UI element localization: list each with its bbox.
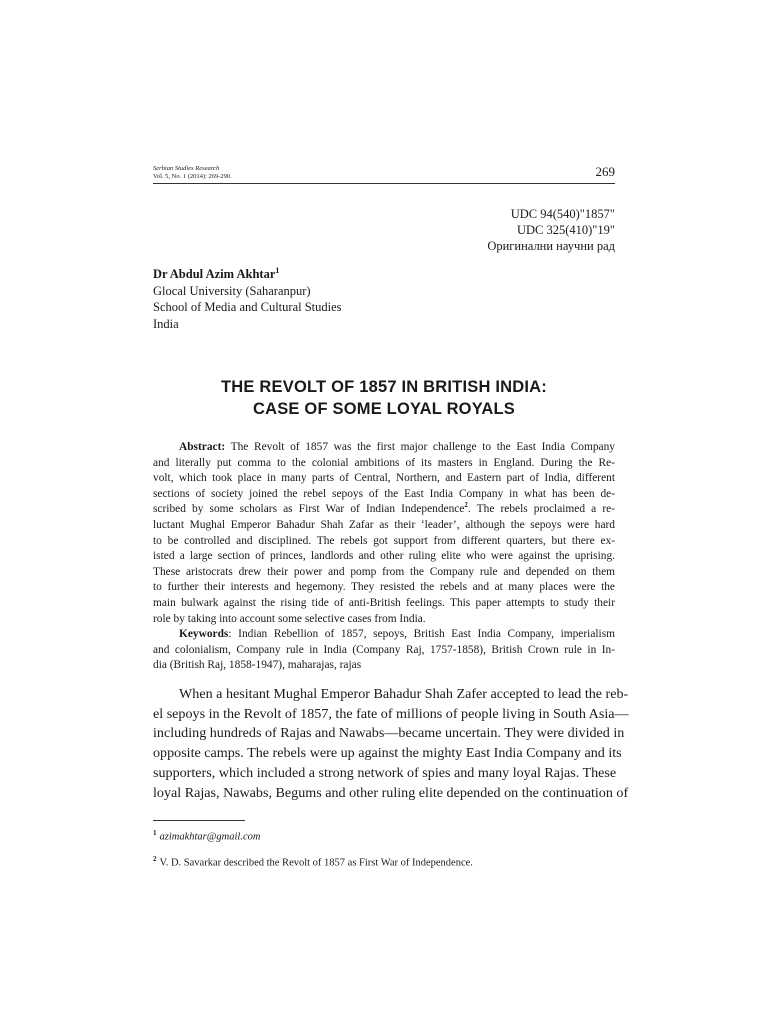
abstract-line: volt, which took place in many parts of Central, Northern, and Eastern part of India, different <box>153 472 615 485</box>
author-footnote-mark[interactable]: 1 <box>275 265 280 275</box>
abstract-line: and literally put comma to the colonial ambitions of its masters in England. During the Re- <box>153 456 615 469</box>
udc-line: UDC 94(540)"1857" <box>510 207 615 221</box>
article-type: Оригинални научни рад <box>487 239 615 253</box>
abstract-line: These aristocrats drew their power and pomp from the Company rule and depended on them <box>153 565 615 578</box>
journal-name: Serbian Studies Research <box>153 165 220 172</box>
footnote-item <box>153 826 615 845</box>
abstract <box>153 440 615 674</box>
udc-classification <box>487 206 615 254</box>
abstract-label: Abstract: <box>179 441 226 453</box>
abstract-line: isted a large section of princes, landlords and other ruling elite who were against the uprising. <box>153 550 615 563</box>
abstract-line: role by taking into account some selective cases from India. <box>153 612 426 625</box>
abstract-line: main bulwark against the rising tide of anti-British feelings. This paper attempts to study their <box>153 596 615 609</box>
body-line: including hundreds of Rajas and Nawabs—became uncertain. They were divided in <box>153 725 625 742</box>
footnotes <box>153 826 615 877</box>
author-affiliation: School of Media and Cultural Studies <box>153 300 342 314</box>
running-header <box>153 165 615 184</box>
abstract-line: to further their interests and hegemony. They resisted the rebels and at many places were the <box>153 581 615 594</box>
author-affiliation: Glocal University (Saharanpur) <box>153 283 311 298</box>
journal-volume: Vol. 5, No. 1 (2014): 269-290. <box>153 173 232 180</box>
footnote-item <box>153 852 615 871</box>
footnote-mark: 2 <box>153 854 157 863</box>
author-country: India <box>153 316 179 331</box>
title-line: CASE OF SOME LOYAL ROYALS <box>252 400 516 418</box>
body-line: loyal Rajas, Nawabs, Begums and other ruling elite depended on the continuation of <box>153 784 629 801</box>
udc-line: UDC 325(410)"19" <box>516 223 615 237</box>
keywords-line: and colonialism, Company rule in India (Company Raj, 1757-1858), British Crown rule in In- <box>153 643 615 656</box>
author-email-link[interactable]: azimakhtar@gmail.com <box>159 831 261 843</box>
footnote-text: V. D. Savarkar described the Revolt of 1857 as First War of Independence. <box>159 857 473 868</box>
abstract-line: luctant Mughal Emperor Bahadur Shah Zafar as their ‘leader’, although the sepoys were hard <box>153 518 615 531</box>
body-paragraph <box>153 685 629 803</box>
abstract-footnote-mark[interactable]: 2 <box>464 501 468 510</box>
abstract-line: sections of society joined the rebel sepoys of the East India Company in what has been de- <box>153 487 615 500</box>
body-line: opposite camps. The rebels were up against the mighty East India Company and its <box>153 745 622 762</box>
body-line: supporters, which included a strong network of spies and many loyal Rajas. These <box>153 764 617 781</box>
author-block <box>153 266 342 332</box>
keywords-line: Keywords: Indian Rebellion of 1857, sepoys, British East India Company, imperialism <box>179 628 615 641</box>
keywords-line: dia (British Raj, 1858-1947), maharajas, rajas <box>153 659 362 672</box>
abstract-line: to be controlled and disciplined. The rebels got support from different quarters, but there ex- <box>153 534 615 547</box>
abstract-line: scribed by some scholars as First War of Indian Independence$^2$. The rebels proclaimed a re- <box>153 501 615 516</box>
body-line: When a hesitant Mughal Emperor Bahadur Shah Zafer accepted to lead the reb- <box>179 686 629 702</box>
abstract-line: Abstract: The Revolt of 1857 was the first major challenge to the East India Company <box>179 441 615 453</box>
footnote-divider <box>153 820 245 821</box>
footnote-mark: 1 <box>153 829 157 837</box>
paper-title <box>153 376 615 420</box>
body-line: el sepoys in the Revolt of 1857, the fate of millions of people living in South Asia— <box>153 705 629 722</box>
title-line: THE REVOLT OF 1857 IN BRITISH INDIA: <box>221 378 547 396</box>
page-number: 269 <box>595 164 615 179</box>
author-name: Dr Abdul Azim Akhtar$^1$ <box>153 265 280 281</box>
keywords-label: Keywords <box>179 628 229 641</box>
